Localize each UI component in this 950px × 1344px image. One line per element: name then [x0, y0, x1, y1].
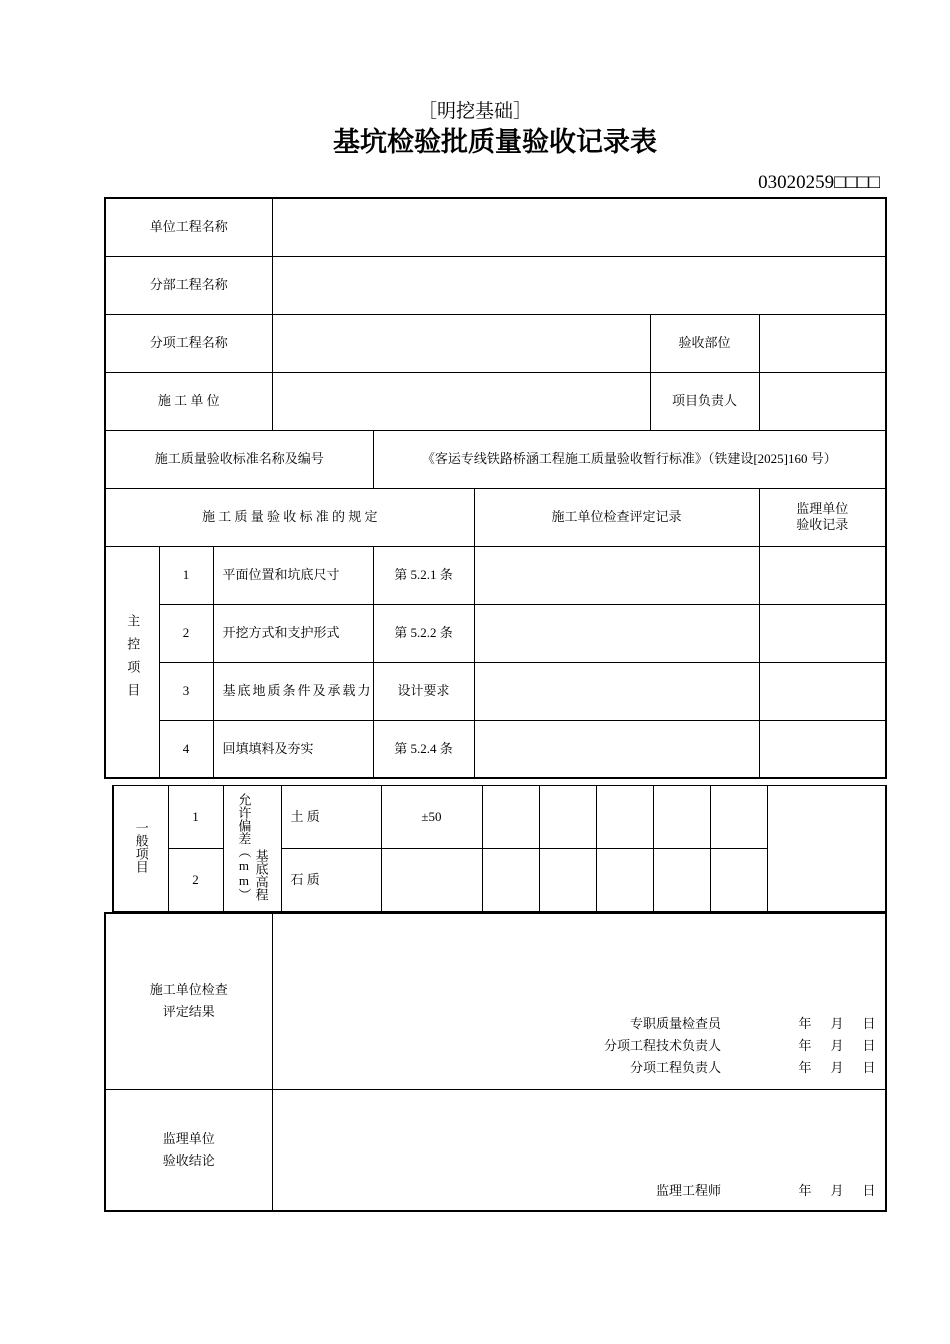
signer-day-3: 日 — [862, 1059, 876, 1075]
general-row-1-m1[interactable] — [482, 786, 539, 849]
result-label-l2: 评定结果 — [162, 1004, 215, 1020]
main-row-2-clause: 第 5.2.2 条 — [373, 604, 474, 662]
result-table — [104, 912, 887, 1212]
general-group-label — [223, 786, 281, 912]
form-subtitle: ［明挖基础］ — [417, 101, 532, 122]
main-row-2-no: 2 — [159, 604, 213, 662]
result-field[interactable] — [272, 913, 886, 1089]
signer-year-3: 年 — [798, 1059, 812, 1075]
form-title: 基坑检验批质量验收记录表 — [333, 127, 657, 157]
general-row-2-m3[interactable] — [596, 849, 653, 912]
main-row-3-item: 基底地质条件及承载力 — [213, 662, 373, 720]
main-row-3-supervision[interactable] — [759, 662, 886, 720]
supervisor-day: 日 — [862, 1183, 876, 1199]
general-row-2-m4[interactable] — [653, 849, 710, 912]
record-table — [104, 197, 887, 779]
main-items-label-text: 主控项目 — [125, 613, 141, 706]
supervision-header-l1: 监理单位 — [796, 501, 849, 517]
signer-role-1: 专职质量检查员 — [629, 1015, 721, 1031]
acceptance-part-label: 验收部位 — [650, 314, 759, 372]
spec-header: 施 工 质 量 验 收 标 准 的 规 定 — [105, 488, 474, 546]
sub-item-label: 分项工程名称 — [105, 314, 272, 372]
conclusion-label-l2: 验收结论 — [162, 1152, 215, 1168]
unit-project-label: 单位工程名称 — [105, 198, 272, 256]
general-row-1-m2[interactable] — [539, 786, 596, 849]
general-row-1-m3[interactable] — [596, 786, 653, 849]
main-row-2-supervision[interactable] — [759, 604, 886, 662]
conclusion-label — [105, 1089, 272, 1211]
supervision-header-l2: 验收记录 — [796, 517, 849, 532]
general-row-1-tolerance: ±50 — [381, 786, 482, 849]
project-leader-field[interactable] — [759, 372, 886, 430]
supervisor-month: 月 — [830, 1183, 844, 1199]
signer-row-3 — [273, 1057, 886, 1079]
signer-row-1 — [273, 1013, 886, 1035]
supervision-header — [759, 488, 886, 546]
supervisor-row — [273, 1180, 886, 1202]
general-row-1-m5[interactable] — [710, 786, 767, 849]
signer-day-1: 日 — [862, 1015, 876, 1031]
general-items-table — [112, 785, 887, 912]
main-row-1-supervision[interactable] — [759, 546, 886, 604]
signer-year-1: 年 — [798, 1015, 812, 1031]
general-supervision[interactable] — [767, 786, 886, 912]
standard-label: 施工质量验收标准名称及编号 — [105, 430, 373, 488]
general-row-1-item: 土 质 — [281, 786, 381, 849]
general-items-label-text: 一般项目 — [133, 820, 149, 873]
conclusion-field[interactable] — [272, 1089, 886, 1211]
main-row-2-record[interactable] — [474, 604, 759, 662]
general-row-2-m5[interactable] — [710, 849, 767, 912]
general-row-1-no: 1 — [168, 786, 223, 849]
signer-role-2: 分项工程技术负责人 — [603, 1037, 721, 1053]
result-label — [105, 913, 272, 1089]
main-row-4-item: 回填填料及夯实 — [213, 720, 373, 778]
main-row-4-no: 4 — [159, 720, 213, 778]
result-label-l1: 施工单位检查 — [149, 982, 228, 998]
conclusion-label-l1: 监理单位 — [162, 1130, 215, 1146]
supervisor-year: 年 — [798, 1183, 812, 1199]
general-group-text: 允许偏差（mm） — [236, 792, 252, 901]
acceptance-part-field[interactable] — [759, 314, 886, 372]
check-record-header: 施工单位检查评定记录 — [474, 488, 759, 546]
general-row-2-item: 石 质 — [281, 849, 381, 912]
main-row-2-item: 开挖方式和支护形式 — [213, 604, 373, 662]
construction-unit-field[interactable] — [272, 372, 650, 430]
general-row-1-m4[interactable] — [653, 786, 710, 849]
general-row-2-m1[interactable] — [482, 849, 539, 912]
signer-day-2: 日 — [862, 1037, 876, 1053]
main-row-3-clause: 设计要求 — [373, 662, 474, 720]
main-items-label — [105, 546, 159, 778]
general-row-2-no: 2 — [168, 849, 223, 912]
main-row-3-no: 3 — [159, 662, 213, 720]
standard-value: 《客运专线铁路桥涵工程施工质量验收暂行标准》（铁建设[2025]160 号） — [373, 430, 886, 488]
main-row-1-record[interactable] — [474, 546, 759, 604]
main-row-1-clause: 第 5.2.1 条 — [373, 546, 474, 604]
supervisor-role: 监理工程师 — [655, 1183, 721, 1199]
signer-row-2 — [273, 1035, 886, 1057]
general-group-sub: 基底高程 — [253, 848, 269, 901]
signer-role-3: 分项工程负责人 — [629, 1059, 721, 1075]
main-row-4-supervision[interactable] — [759, 720, 886, 778]
main-row-1-no: 1 — [159, 546, 213, 604]
division-field[interactable] — [272, 256, 886, 314]
general-items-label — [113, 786, 168, 912]
form-code: 03020259□□□□ — [758, 172, 880, 193]
signer-year-2: 年 — [798, 1037, 812, 1053]
signer-month-1: 月 — [830, 1015, 844, 1031]
main-row-4-clause: 第 5.2.4 条 — [373, 720, 474, 778]
project-leader-label: 项目负责人 — [650, 372, 759, 430]
signer-month-2: 月 — [830, 1037, 844, 1053]
unit-project-field[interactable] — [272, 198, 886, 256]
division-label: 分部工程名称 — [105, 256, 272, 314]
signer-month-3: 月 — [830, 1059, 844, 1075]
construction-unit-label: 施 工 单 位 — [105, 372, 272, 430]
sub-item-field[interactable] — [272, 314, 650, 372]
main-row-4-record[interactable] — [474, 720, 759, 778]
general-row-2-m2[interactable] — [539, 849, 596, 912]
general-row-2-tolerance — [381, 849, 482, 912]
main-row-3-record[interactable] — [474, 662, 759, 720]
main-row-1-item: 平面位置和坑底尺寸 — [213, 546, 373, 604]
